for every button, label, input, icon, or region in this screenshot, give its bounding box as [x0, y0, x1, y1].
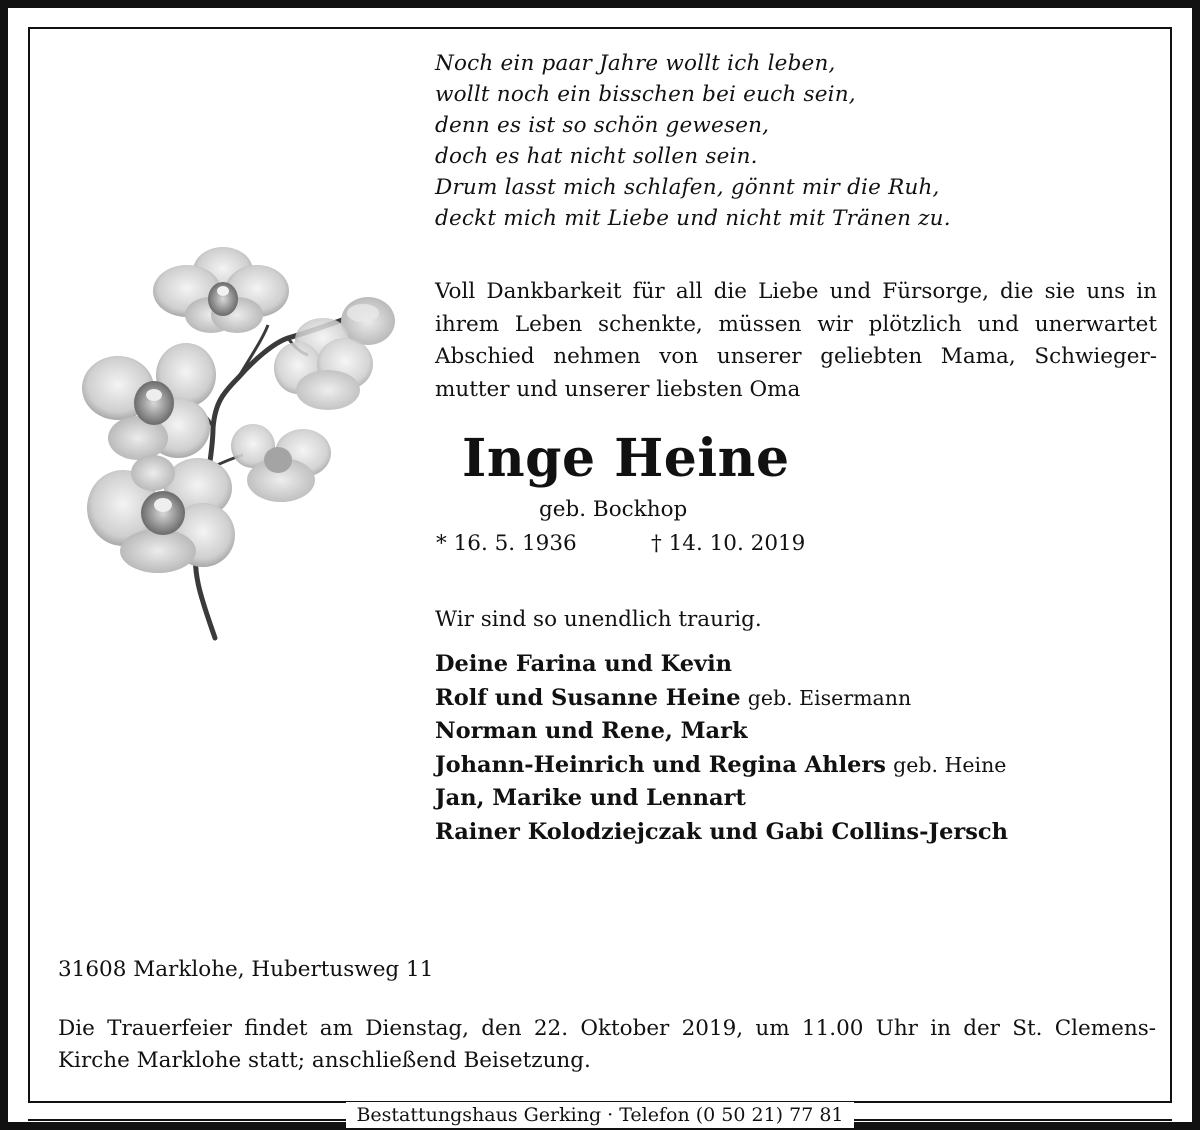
poem-line: Noch ein paar Jahre wollt ich leben, — [435, 51, 836, 76]
intro-line: ihrem Leben schenkte, müssen wir plötzlich und unerwartet — [435, 311, 1157, 337]
intro-line: mutter und unserer liebsten Oma — [435, 376, 801, 402]
poem — [435, 48, 995, 234]
family-row — [435, 749, 1008, 783]
family-row — [435, 816, 1008, 850]
service-line: Kirche Marklohe statt; anschließend Beisetzung. — [58, 1047, 591, 1073]
intro-line: Abschied nehmen von unserer geliebten Mama, Schwieger- — [435, 344, 1157, 369]
poem-line: wollt noch ein bisschen bei euch sein, — [435, 82, 856, 107]
family-note: geb. Heine — [893, 752, 1007, 777]
family-names: Deine Farina und Kevin — [435, 651, 733, 677]
orchid-image — [63, 243, 408, 643]
family-row — [435, 648, 1008, 682]
family-list — [435, 648, 1008, 849]
intro-paragraph — [435, 276, 1157, 406]
family-names: Johann-Heinrich und Regina Ahlers — [435, 751, 886, 778]
family-names: Rainer Kolodziejczak und Gabi Collins-Jersch — [435, 818, 1008, 845]
poem-line: deckt mich mit Liebe und nicht mit Tränen zu. — [435, 206, 951, 231]
poem-line: doch es hat nicht sollen sein. — [435, 144, 758, 169]
family-row — [435, 715, 1008, 749]
intro-line: Voll Dankbarkeit für all die Liebe und Fürsorge, die sie uns in — [435, 279, 1157, 304]
poem-line: denn es ist so schön gewesen, — [435, 113, 770, 138]
service-info — [58, 1013, 1156, 1076]
family-names: Jan, Marike und Lennart — [435, 785, 746, 811]
death-date: † 14. 10. 2019 — [651, 531, 806, 556]
family-row — [435, 782, 1008, 816]
address: 31608 Marklohe, Hubertusweg 11 — [58, 957, 434, 982]
poem-line: Drum lasst mich schlafen, gönnt mir die Ruh, — [435, 175, 940, 200]
family-names: Rolf und Susanne Heine — [435, 684, 741, 711]
birth-date: * 16. 5. 1936 — [436, 531, 577, 556]
deceased-name: Inge Heine — [462, 428, 790, 489]
funeral-home-footer: Bestattungshaus Gerking · Telefon (0 50 21) 77 81 — [346, 1102, 853, 1128]
footer-bar — [8, 1102, 1192, 1128]
family-note: geb. Eisermann — [747, 685, 912, 710]
mourning-line: Wir sind so unendlich traurig. — [435, 607, 762, 632]
maiden-name: geb. Bockhop — [539, 497, 688, 522]
family-row — [435, 682, 1008, 716]
family-names: Norman und Rene, Mark — [435, 718, 748, 744]
service-line: Die Trauerfeier findet am Dienstag, den 22. Oktober 2019, um 11.00 Uhr in der St. Clemens- — [58, 1016, 1156, 1041]
